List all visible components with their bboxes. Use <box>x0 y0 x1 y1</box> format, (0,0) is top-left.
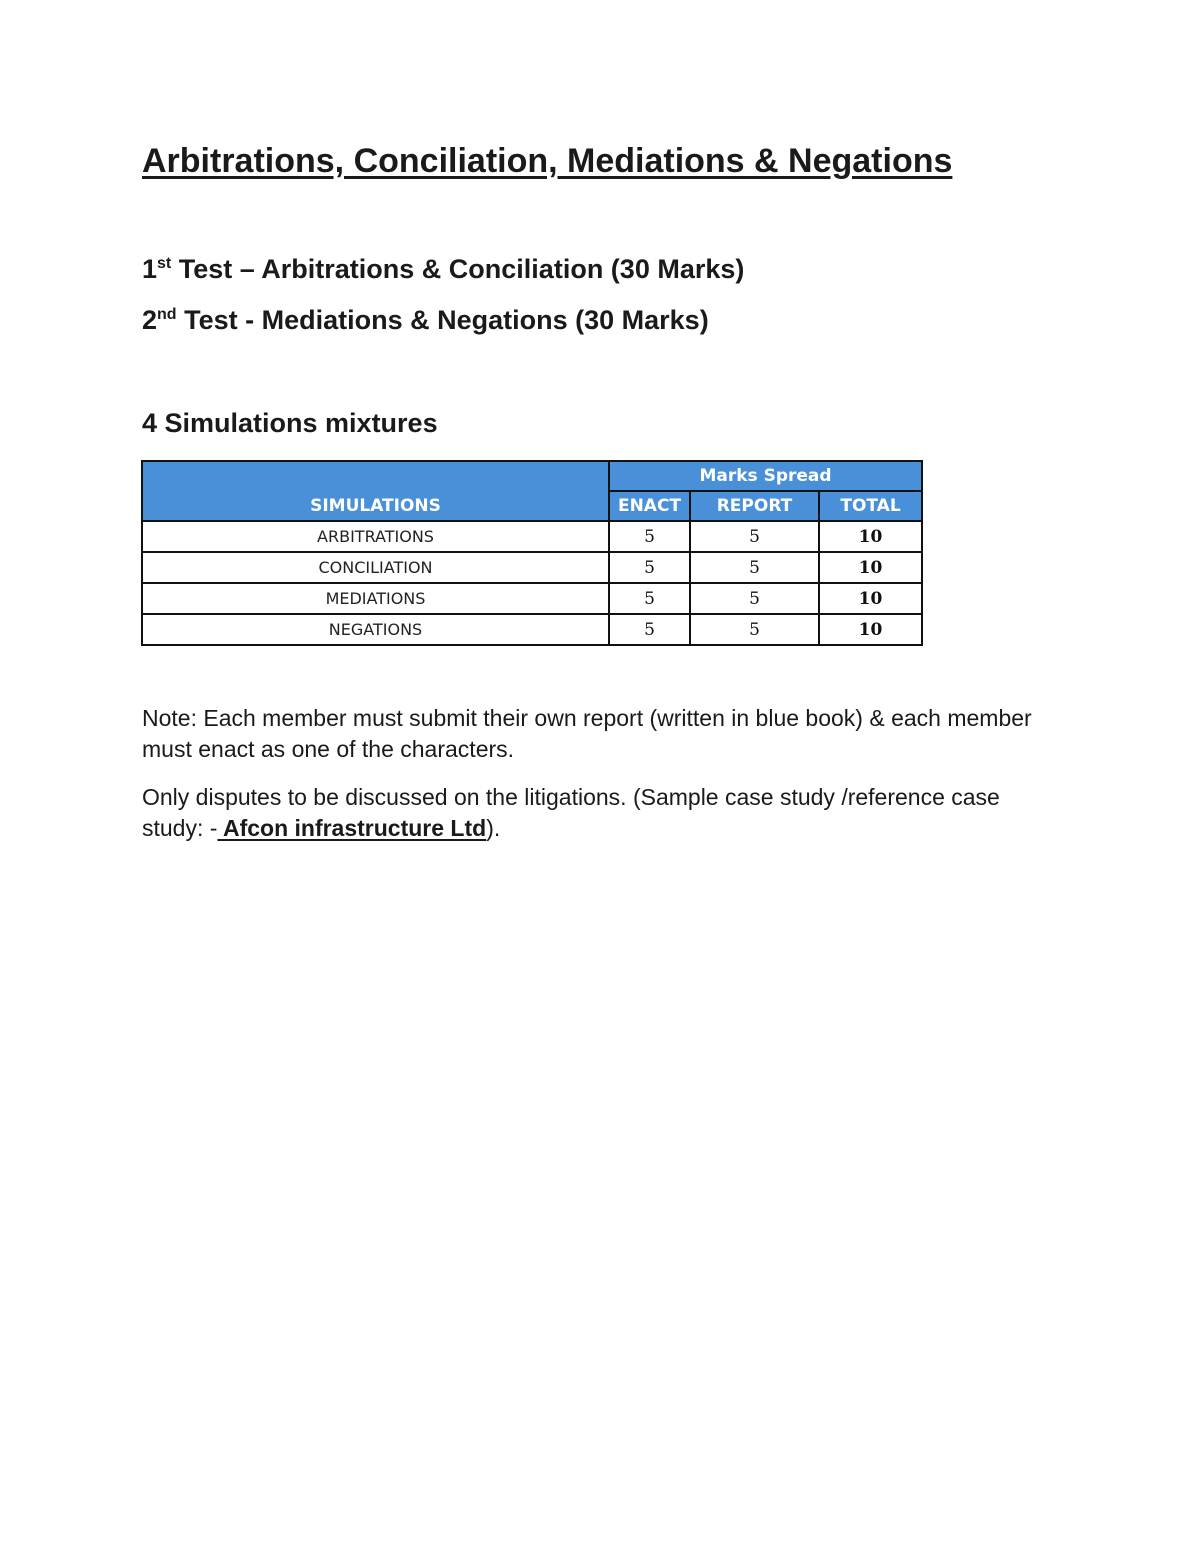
header-report: REPORT <box>690 491 819 521</box>
row-report: 5 <box>690 521 819 552</box>
marks-table <box>141 460 923 646</box>
header-enact: ENACT <box>609 491 690 521</box>
row-total: 10 <box>819 521 922 552</box>
row-total: 10 <box>819 552 922 583</box>
test-1-text: Test – Arbitrations & Conciliation (30 Marks) <box>171 254 745 284</box>
test-1-number: 1 <box>142 254 158 284</box>
table-row <box>142 552 922 583</box>
row-name: CONCILIATION <box>142 552 609 583</box>
row-total: 10 <box>819 614 922 645</box>
test-1-line <box>142 254 744 285</box>
test-1-suffix: st <box>157 255 172 272</box>
row-name: MEDIATIONS <box>142 583 609 614</box>
test-2-line <box>142 305 709 336</box>
row-name: ARBITRATIONS <box>142 521 609 552</box>
section-heading: 4 Simulations mixtures <box>142 408 438 438</box>
case-study-link[interactable]: Afcon infrastructure Ltd <box>217 815 487 841</box>
reference-suffix: ). <box>486 815 501 841</box>
header-simulations: SIMULATIONS <box>142 461 609 521</box>
row-name: NEGATIONS <box>142 614 609 645</box>
table-row <box>142 614 922 645</box>
reference-text: Only disputes to be discussed on the litigations. (Sample case study /reference case study: - <box>142 784 1000 841</box>
note-paragraph: Note: Each member must submit their own report (written in blue book) & each member must enact as one of the characters. <box>142 705 1032 762</box>
reference-paragraph <box>142 782 1062 844</box>
test-2-suffix: nd <box>157 306 177 323</box>
row-total: 10 <box>819 583 922 614</box>
header-total: TOTAL <box>819 491 922 521</box>
row-enact: 5 <box>609 552 690 583</box>
row-enact: 5 <box>609 614 690 645</box>
row-report: 5 <box>690 552 819 583</box>
table-row <box>142 521 922 552</box>
document-title: Arbitrations, Conciliation, Mediations & Negations <box>142 142 953 180</box>
row-report: 5 <box>690 614 819 645</box>
header-marks-spread: Marks Spread <box>609 461 922 491</box>
row-enact: 5 <box>609 521 690 552</box>
test-2-number: 2 <box>142 305 158 335</box>
row-report: 5 <box>690 583 819 614</box>
row-enact: 5 <box>609 583 690 614</box>
test-2-text: Test - Mediations & Negations (30 Marks) <box>176 305 709 335</box>
table-row <box>142 583 922 614</box>
